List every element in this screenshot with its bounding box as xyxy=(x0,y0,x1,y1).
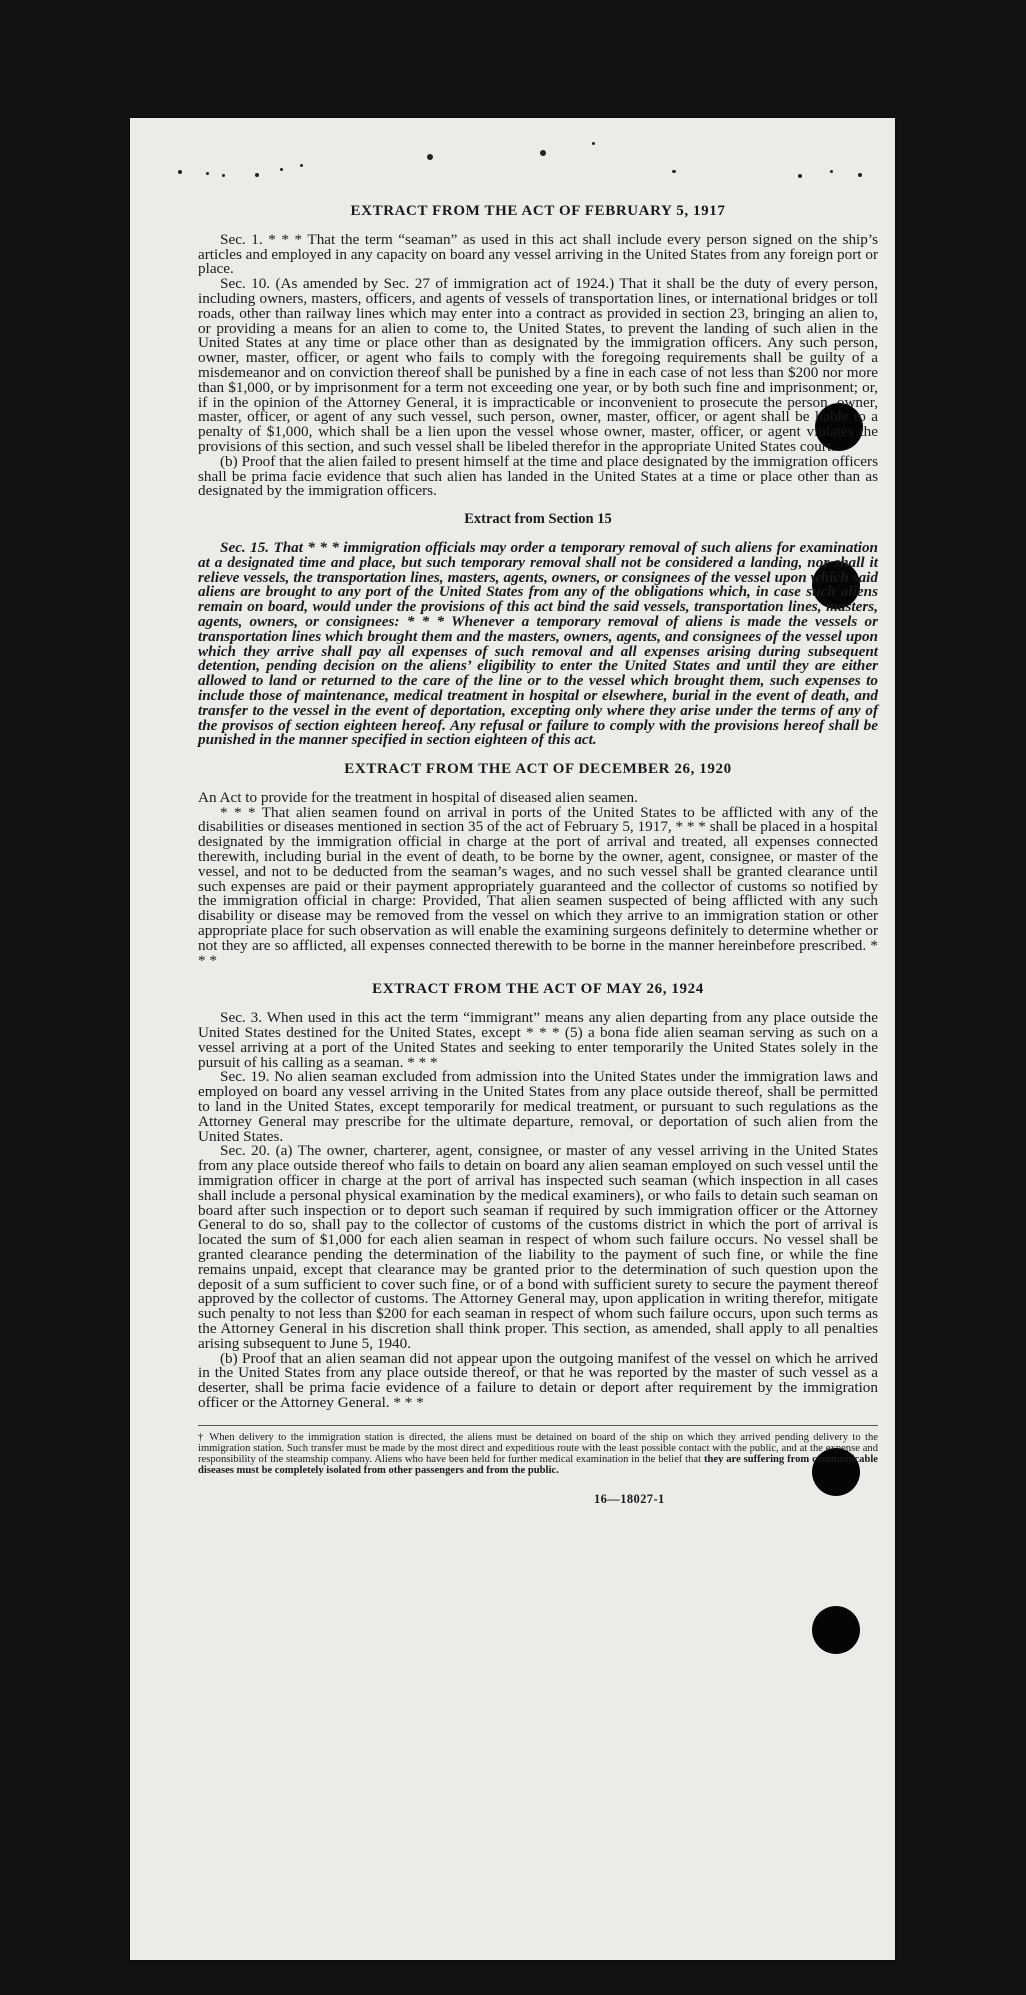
section-heading-1917: EXTRACT FROM THE ACT OF FEBRUARY 5, 1917 xyxy=(350,203,726,219)
paragraph-1920-body: * * * That alien seamen found on arrival in ports of the United States to be afflicted with any of the disabilities or diseases mentioned in section 35 of the act of February 5, 1917, * * * shall be placed in a hospital designated by the immigration official in charge at the port of arrival and treated, all expenses connected therewith, including burial in the event of death, to be borne by the owner, agent, consignee, or master of the vessel, and not to be deducted from the seaman’s wages, and no such vessel shall be granted clearance until such expenses are paid or their payment appropriately guaranteed and the collector of customs so notified by the immigration official in charge: Provided, That alien seamen suspected of being afflicted with any such disability or disease may be removed from the vessel on which they arrive to an immigration station or other appropriate place for such observation as will enable the examining surgeons definitely to determine whether or not they are so afflicted, all expenses connected therewith to be borne in the manner hereinbefore prescribed. * * * xyxy=(198,803,878,969)
section-subheading-15: Extract from Section 15 xyxy=(464,511,612,528)
punch-hole xyxy=(812,1606,860,1654)
paragraph-sec-15: Sec. 15. That * * * immigration officials may order a temporary removal of such aliens for examination at a designated time and place, but such temporary removal shall not be considered a landing, nor shall it relieve vessels, the transportation lines, masters, agents, owners, or consignees of the vessel upon which said aliens are brought to any port of the United States from any of the obligations which, in case such aliens remain on board, would under the provisions of this act bind the said vessels, transportation lines, masters, agents, owners, or consignees: * * * Whenever a temporary removal of aliens is made the vessels or transportation lines which brought them and the masters, owners, agents, and consignees of the vessel upon which they arrive shall pay all expenses of such removal and all expenses arising during subsequent detention, pending decision on the aliens’ eligibility to enter the United States and until they are either allowed to land or returned to the care of the line or to the vessel which brought them, such expenses to include those of maintenance, medical treatment in hospital or elsewhere, burial in the event of death, and transfer to the vessel in the event of deportation, excepting only where they arise under the terms of any of the provisos of section eighteen hereof. Any refusal or failure to comply with the provisions hereof shall be punished in the manner specified in section eighteen of this act. xyxy=(198,538,878,749)
footnote xyxy=(198,1425,878,1476)
paragraph-act-title: An Act to provide for the treatment in hospital of diseased alien seamen. xyxy=(198,788,638,806)
paragraph-sec-1: Sec. 1. * * * That the term “seaman” as used in this act shall include every person signed on the ship’s articles and employed in any capacity on board any vessel arriving in the United States from any foreign port or place. xyxy=(198,230,878,278)
paragraph-sec-20-b: (b) Proof that an alien seaman did not appear upon the outgoing manifest of the vessel on which he arrived in the United States from any place outside thereof, or that he was reported by the master of such vessel as a deserter, shall be prima facie evidence of a failure to detain or deport after requirement by the immigration officer or the Attorney General. * * * xyxy=(198,1349,878,1411)
speck xyxy=(206,172,209,175)
speck xyxy=(798,174,802,178)
paragraph-sec-20-a: Sec. 20. (a) The owner, charterer, agent, consignee, or master of any vessel arriving in the United States from any place outside thereof who fails to detain on board any alien seaman employed on such vessel until the immigration officer in charge at the port of arrival has inspected such seaman (which inspection in all cases shall include a personal physical examination by the medical examiners), or who fails to detain such seaman on board after such inspection or to deport such seaman if required by such immigration officer or the Attorney General to do so, shall pay to the collector of customs of the customs district in which the port of arrival is located the sum of $1,000 for each alien seaman in respect of whom such failure occurs. No vessel shall be granted clearance pending the determination of the liability to the payment of such fine, or while the fine remains unpaid, except that clearance may be granted prior to the determination of such question upon the deposit of a sum sufficient to cover such fine, or of a bond with sufficient surety to secure the payment thereof approved by the collector of customs. The Attorney General may, upon application in writing therefor, mitigate such penalty to not less than $200 for each seaman in respect of whom such failure occurs, upon such terms as the Attorney General in his discretion shall think proper. This section, as amended, shall apply to all penalties arising subsequent to June 5, 1940. xyxy=(198,1142,878,1352)
speck xyxy=(178,170,182,174)
speck xyxy=(280,168,283,171)
speck xyxy=(300,164,303,167)
speck xyxy=(858,173,862,177)
speck xyxy=(592,142,595,145)
paragraph-sec-3: Sec. 3. When used in this act the term “immigrant” means any alien departing from any place outside the United States destined for the United States, except * * * (5) a bona fide alien seaman serving as such on a vessel arriving at a port of the United States and seeking to enter temporarily the United States solely in the pursuit of his calling as a seaman. * * * xyxy=(198,1009,878,1071)
speck xyxy=(540,150,546,156)
footnote-bold-text: they are suffering from communicable diseases must be completely isolated from other passengers and from the public. xyxy=(198,1453,879,1476)
spacer xyxy=(198,748,878,762)
speck xyxy=(672,170,676,173)
speck xyxy=(830,170,833,173)
section-15-block xyxy=(198,538,878,749)
document-page xyxy=(130,118,895,1960)
paragraph-sec-10-b: (b) Proof that the alien failed to present himself at the time and place designated by the immigration officers shall be prima facie evidence that such alien has landed in the United States at a time or place other than as designated by the immigration officers. xyxy=(198,452,878,500)
speck xyxy=(255,173,259,177)
speck xyxy=(427,154,433,160)
section-heading-1920: EXTRACT FROM THE ACT OF DECEMBER 26, 1920 xyxy=(344,761,732,778)
paragraph-sec-10: Sec. 10. (As amended by Sec. 27 of immigration act of 1924.) That it shall be the duty of every person, including owners, masters, officers, and agents of vessels of transportation lines, or international bridges or toll roads, other than railway lines which may enter into a contract as provided in section 23, bringing an alien to, or providing a means for an alien to come to, the United States, to prevent the landing of such alien in the United States at any time or place other than as designated by the immigration officers. Any such person, owner, master, officer, or agent who fails to comply with the foregoing requirements shall be guilty of a misdemeanor and on conviction thereof shall be punished by a fine in each case of not less than $200 nor more than $1,000, or by imprisonment for a term not exceeding one year, or by both such fine and imprisonment; or, if in the opinion of the Attorney General, it is impracticable or inconvenient to prosecute the person, owner, master, officer, or agent of any such vessel, such person, owner, master, officer, or agent shall be liable to a penalty of $1,000, which shall be a lien upon the vessel whose owner, master, officer, or agent violates the provisions of this section, and such vessel shall be libeled therefor in the appropriate United States court. xyxy=(198,275,878,455)
form-number: 16—18027-1 xyxy=(594,1491,665,1506)
footnote-text: † When delivery to the immigration station is directed, the aliens must be detained on board of the ship on which they arrived pending delivery to the immigration station. Such transfer must be made by the most direct and expeditious route with the least possible contact with the public, and at the expense and responsibility of the steamship company. Aliens who have been held for further medical examination in the belief that xyxy=(198,1431,878,1465)
spacer xyxy=(198,968,878,982)
speck xyxy=(222,174,225,177)
document-body xyxy=(198,204,878,1507)
paragraph-sec-19: Sec. 19. No alien seaman excluded from admission into the United States under the immigration laws and employed on board any vessel arriving in the United States from any place outside thereof, shall be permitted to land in the United States, except temporarily for medical treatment, or pursuant to such regulations as the Attorney General may prescribe for the ultimate departure, removal, or deportation of such alien from the United States. xyxy=(198,1068,878,1145)
section-heading-1924: EXTRACT FROM THE ACT OF MAY 26, 1924 xyxy=(372,981,704,998)
